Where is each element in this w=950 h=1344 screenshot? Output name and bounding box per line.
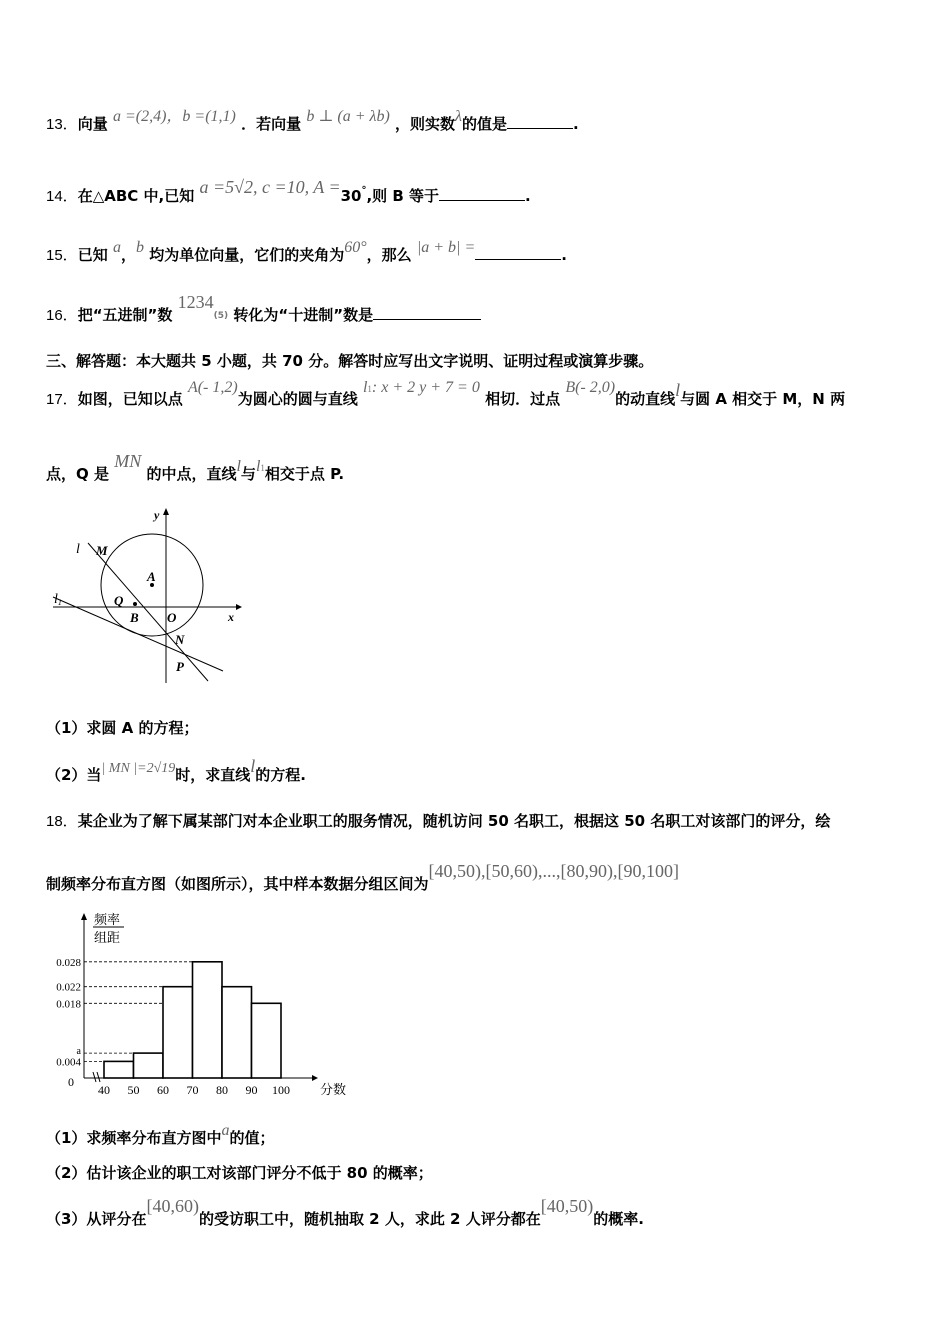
- label-p: P: [176, 659, 184, 674]
- x-tick-label: 50: [127, 1083, 140, 1097]
- y-tick-label: a: [76, 1046, 81, 1058]
- circle-line-figure: [48, 505, 248, 687]
- math-expression: B(- 2,0): [565, 379, 616, 396]
- label-q: Q: [114, 593, 124, 608]
- y-axis-arrow: [163, 508, 169, 515]
- question-16: 16．把“五进制”数 1234(5) 转化为“十进制”数是: [46, 304, 481, 328]
- math-expression: l1: [255, 458, 265, 475]
- math-expression: MN: [114, 451, 142, 471]
- math-expression: 1234: [177, 292, 214, 312]
- question-number: 13．: [46, 116, 78, 133]
- question-17-part-1: （1）求圆 A 的方程；: [46, 719, 199, 737]
- question-number: 18．: [46, 813, 78, 830]
- line-l: [88, 543, 208, 681]
- label-a: A: [147, 569, 156, 584]
- label-o: O: [167, 610, 177, 625]
- histogram-bar: [163, 987, 193, 1078]
- y-tick-label: 0.004: [56, 1056, 81, 1069]
- math-expression: a =5√2, c =10, A =: [199, 177, 341, 197]
- x-tick-label: 60: [157, 1083, 169, 1097]
- math-expression: l: [236, 458, 241, 475]
- math-expression: | MN |=2√19: [101, 761, 176, 776]
- label-x: x: [228, 610, 234, 624]
- ylabel-top: 频率: [94, 912, 121, 927]
- question-18-part-3: （3）从评分在[40,60)的受访职工中，随机抽取 2 人，求此 2 人评分都在[40,50)的概率.: [46, 1196, 644, 1228]
- x-axis-arrow: [236, 604, 242, 610]
- math-expression: l: [675, 380, 681, 400]
- question-18-part-2: （2）估计该企业的职工对该部门评分不低于 80 的概率；: [46, 1164, 433, 1182]
- math-expression: a: [112, 239, 121, 256]
- x-tick-label: 70: [186, 1083, 199, 1097]
- histogram-bar: [134, 1053, 164, 1078]
- question-18-line-1: 18．某企业为了解下属某部门对本企业职工的服务情况，随机访问 50 名职工，根据这 50 名职工对该部门的评分，绘: [46, 812, 831, 830]
- question-number: 15．: [46, 247, 78, 264]
- answer-blank: [507, 114, 573, 129]
- question-17-line-2: 点，Q 是 MN 的中点，直线l与l1相交于点 P.: [46, 451, 345, 483]
- math-expression: b ⊥ (a + λb): [306, 108, 390, 125]
- question-18-line-2: 制频率分布直方图（如图所示），其中样本数据分组区间为[40,50),[50,60),...,[80,90),[90,100]: [46, 861, 679, 893]
- y-tick-label: 0.022: [56, 981, 81, 994]
- label-m: M: [96, 543, 108, 558]
- label-l: l: [76, 542, 80, 557]
- question-number: 16．: [46, 307, 78, 324]
- question-14: 14．在△ABC 中,已知 a =5√2, c =10, A =30°,则 B 等于 .: [46, 177, 531, 205]
- frequency-histogram: [44, 910, 364, 1102]
- label-y: y: [154, 508, 160, 522]
- xlabel: 分数: [320, 1082, 347, 1097]
- question-17-line-1: 17．如图，已知以点 A(- 1,2)为圆心的圆与直线 l1: x + 2 y + 7 = 0 相切．过点 B(- 2,0)的动直线l与圆 A 相交于 M，N 两: [46, 379, 846, 408]
- x-tick-label: 90: [245, 1083, 258, 1097]
- math-expression: [40,50),[50,60),...,[80,90),[90,100]: [428, 861, 679, 881]
- answer-blank: [475, 245, 561, 260]
- label-b: B: [130, 610, 139, 625]
- math-expression: |a + b| =: [416, 239, 476, 256]
- math-expression: λ: [455, 108, 462, 125]
- question-number: 14．: [46, 188, 78, 205]
- axis-break-icon: [93, 1072, 100, 1082]
- math-expression: l1: x + 2 y + 7 = 0: [362, 379, 480, 396]
- histogram-bar: [222, 987, 252, 1078]
- histogram-bar: [104, 1061, 134, 1078]
- histogram-bar: [252, 1003, 282, 1078]
- label-n: N: [175, 632, 185, 647]
- math-expression: a =(2,4)，b =(1,1): [112, 108, 236, 125]
- question-13: 13．向量 a =(2,4)，b =(1,1) ．若向量 b ⊥ (a + λb) ，则实数λ的值是 .: [46, 108, 579, 133]
- math-expression: [40,60): [146, 1196, 199, 1216]
- answer-blank: [439, 186, 525, 201]
- x-tick-label: 100: [272, 1083, 290, 1097]
- y-tick-label: 0.028: [56, 956, 81, 969]
- y-axis-arrow: [81, 913, 87, 920]
- x-tick-label: 40: [98, 1083, 110, 1097]
- x-tick-label: 80: [216, 1083, 228, 1097]
- math-expression: a: [221, 1122, 230, 1139]
- answer-blank: [373, 305, 481, 320]
- question-15: 15．已知 a，b 均为单位向量，它们的夹角为60°，那么 |a + b| = .: [46, 239, 567, 264]
- ylabel-bottom: 组距: [94, 930, 121, 945]
- question-number: 17．: [46, 391, 78, 408]
- math-expression: b: [135, 239, 144, 256]
- math-expression: [40,50): [540, 1196, 594, 1216]
- y-tick-label: 0.018: [56, 998, 81, 1011]
- label-l1: l1: [54, 592, 62, 607]
- histogram-bar: [193, 962, 223, 1078]
- section-heading: 三、解答题：本大题共 5 小题，共 70 分。解答时应写出文字说明、证明过程或演算步骤。: [46, 352, 654, 370]
- origin-label: 0: [68, 1075, 74, 1089]
- point-q: [133, 602, 137, 606]
- math-expression: 60°: [344, 239, 367, 256]
- question-18-part-1: （1）求频率分布直方图中a的值；: [46, 1122, 275, 1147]
- math-expression: l: [250, 756, 256, 776]
- x-axis-arrow: [312, 1075, 318, 1081]
- math-expression: A(- 1,2): [187, 379, 238, 396]
- question-17-part-2: （2）当| MN |=2√19时，求直线l的方程.: [46, 756, 306, 784]
